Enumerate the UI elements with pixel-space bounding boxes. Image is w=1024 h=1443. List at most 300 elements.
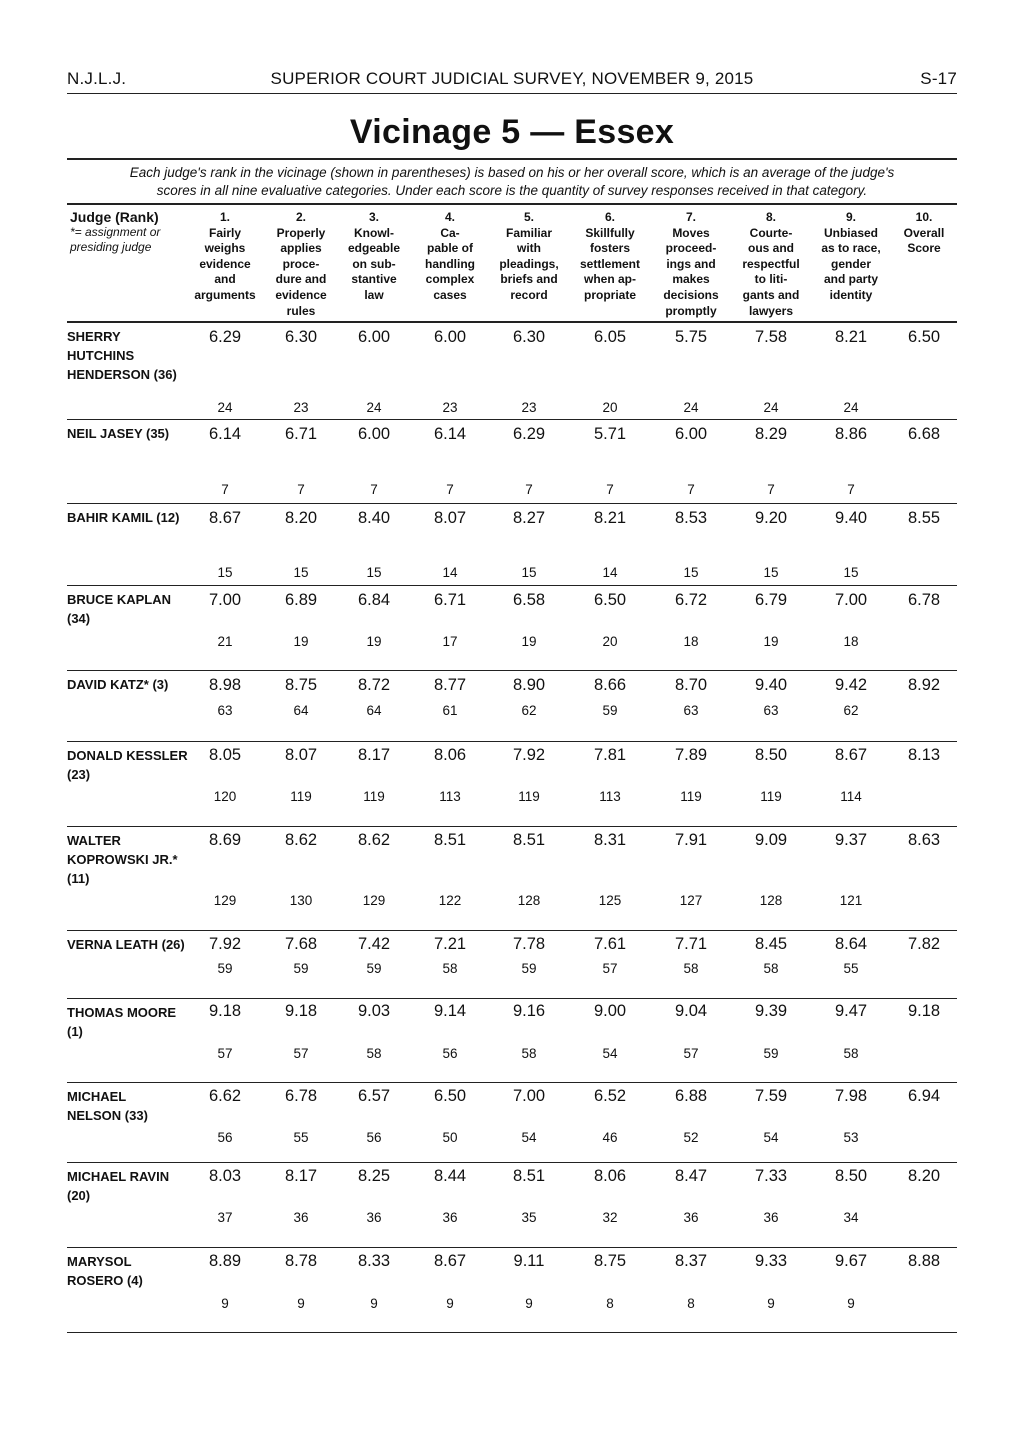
column-header-line: with — [517, 241, 541, 256]
column-header-line: propriate — [583, 287, 636, 302]
response-count: 57 — [293, 1046, 309, 1061]
column-header-10 — [896, 210, 952, 257]
judge-row — [67, 419, 957, 504]
response-count: 14 — [442, 565, 458, 580]
column-header-line: Knowl- — [354, 225, 394, 240]
column-header-line: gender — [830, 256, 871, 271]
category-score: 8.31 — [593, 831, 627, 849]
response-count: 24 — [763, 400, 779, 415]
response-count: 9 — [221, 1296, 229, 1311]
column-header-4 — [416, 210, 484, 304]
response-count: 57 — [217, 1046, 233, 1061]
category-score: 8.44 — [433, 1167, 467, 1185]
column-header-line: Courte- — [749, 225, 793, 240]
column-header-line: cases — [433, 287, 467, 302]
category-score: 8.50 — [754, 746, 788, 764]
response-count: 14 — [602, 565, 618, 580]
category-score: 8.05 — [208, 746, 242, 764]
column-header-line: identity — [829, 287, 873, 302]
intro-line-1: Each judge's rank in the vicinage (shown in parentheses) is based on his or her overall score, which is an average of the judge's — [129, 165, 895, 180]
column-header-line: applies — [280, 241, 322, 256]
response-count: 128 — [759, 893, 783, 908]
judge-name — [67, 746, 191, 784]
category-score: 8.70 — [674, 676, 708, 694]
response-count: 24 — [366, 400, 382, 415]
column-header-1 — [189, 210, 261, 304]
category-score: 9.18 — [208, 1002, 242, 1020]
response-count: 36 — [366, 1210, 382, 1225]
column-header-5 — [493, 210, 565, 304]
response-count: 15 — [683, 565, 699, 580]
judge-name — [67, 675, 191, 694]
judge-name — [67, 1003, 191, 1041]
category-score: 8.53 — [674, 509, 708, 527]
category-score: 8.37 — [674, 1252, 708, 1270]
response-count: 7 — [525, 482, 533, 497]
column-header-line: on sub- — [352, 256, 396, 271]
column-header-line: and party — [823, 272, 878, 287]
response-count: 20 — [602, 634, 618, 649]
response-count: 62 — [521, 703, 537, 718]
category-score: 7.81 — [593, 746, 627, 764]
response-count: 20 — [602, 400, 618, 415]
survey-title: SUPERIOR COURT JUDICIAL SURVEY, NOVEMBER 9, 2015 — [270, 69, 754, 88]
judge-name — [67, 508, 191, 527]
category-score: 8.75 — [593, 1252, 627, 1270]
judge-name-line: (20) — [67, 1188, 91, 1203]
intro-rule — [67, 203, 957, 205]
response-count: 15 — [366, 565, 382, 580]
response-count: 9 — [525, 1296, 533, 1311]
response-count: 7 — [446, 482, 454, 497]
category-score: 8.27 — [512, 509, 546, 527]
category-score: 7.98 — [834, 1087, 868, 1105]
judge-row — [67, 741, 957, 827]
response-count: 36 — [763, 1210, 779, 1225]
column-header-line: Fairly — [208, 225, 241, 240]
judge-name — [67, 590, 191, 628]
category-score: 9.40 — [834, 509, 868, 527]
column-header-line: dure and — [275, 272, 327, 287]
response-count: 119 — [680, 789, 702, 804]
category-score: 9.18 — [284, 1002, 318, 1020]
category-score: 6.57 — [357, 1087, 391, 1105]
column-header-8 — [734, 210, 808, 319]
column-header-line: evidence — [275, 287, 327, 302]
category-score: 8.51 — [512, 831, 546, 849]
column-header-line: Ca- — [440, 225, 460, 240]
response-count: 18 — [843, 634, 859, 649]
category-score: 8.07 — [433, 509, 467, 527]
judge-name-line: BAHIR KAMIL (12) — [67, 510, 180, 525]
category-score: 8.77 — [433, 676, 467, 694]
response-count: 23 — [293, 400, 309, 415]
response-count: 21 — [217, 634, 233, 649]
column-header-7 — [656, 210, 726, 319]
category-score: 6.29 — [512, 425, 546, 443]
response-count: 59 — [293, 961, 309, 976]
overall-score: 8.92 — [907, 676, 941, 694]
response-count: 15 — [843, 565, 859, 580]
column-header-line: ings and — [666, 256, 716, 271]
category-score: 8.25 — [357, 1167, 391, 1185]
response-count: 57 — [602, 961, 618, 976]
response-count: 50 — [442, 1130, 458, 1145]
category-score: 6.78 — [284, 1087, 318, 1105]
category-score: 5.71 — [593, 425, 627, 443]
judge-row — [67, 322, 957, 420]
category-score: 9.47 — [834, 1002, 868, 1020]
column-header-line: settlement — [579, 256, 641, 271]
category-score: 8.72 — [357, 676, 391, 694]
column-header-line: Skillfully — [585, 225, 635, 240]
judge-name-line: DONALD KESSLER — [67, 748, 188, 763]
category-score: 8.21 — [834, 328, 868, 346]
response-count: 64 — [293, 703, 309, 718]
category-score: 7.59 — [754, 1087, 788, 1105]
category-score: 8.45 — [754, 935, 788, 953]
column-header-line: Familiar — [505, 225, 553, 240]
column-header-6 — [573, 210, 647, 304]
column-header-line: edgeable — [347, 241, 401, 256]
judge-header-label: Judge (Rank) — [70, 209, 159, 225]
judge-row — [67, 585, 957, 671]
response-count: 7 — [767, 482, 775, 497]
category-score: 6.00 — [357, 328, 391, 346]
overall-score: 6.50 — [907, 328, 941, 346]
response-count: 7 — [606, 482, 614, 497]
category-score: 6.50 — [433, 1087, 467, 1105]
judge-header-note-1: *= assignment or — [70, 225, 161, 239]
page-number: S-17 — [920, 69, 957, 88]
category-score: 8.47 — [674, 1167, 708, 1185]
response-count: 15 — [293, 565, 309, 580]
response-count: 17 — [442, 634, 458, 649]
column-header-line: respectful — [742, 256, 800, 271]
column-header-line: Overall — [903, 225, 945, 240]
overall-score: 9.18 — [907, 1002, 941, 1020]
column-header-line: 10. — [915, 210, 933, 224]
category-score: 8.78 — [284, 1252, 318, 1270]
category-score: 9.11 — [513, 1252, 545, 1270]
response-count: 129 — [362, 893, 386, 908]
response-count: 119 — [518, 789, 540, 804]
category-score: 8.64 — [834, 935, 868, 953]
judge-column-header — [70, 209, 160, 255]
judge-name — [67, 1252, 191, 1290]
column-header-line: handling — [425, 256, 475, 271]
response-count: 23 — [521, 400, 537, 415]
judge-row — [67, 826, 957, 931]
response-count: 15 — [521, 565, 537, 580]
publication-name: N.J.L.J. — [67, 69, 127, 88]
response-count: 119 — [760, 789, 782, 804]
category-score: 8.67 — [834, 746, 868, 764]
category-score: 9.04 — [674, 1002, 708, 1020]
judge-name-line: (1) — [67, 1024, 83, 1039]
judge-name-line: WALTER — [67, 833, 121, 848]
judge-name-line: KOPROWSKI JR.* — [67, 852, 178, 867]
response-count: 7 — [221, 482, 229, 497]
response-count: 7 — [370, 482, 378, 497]
response-count: 8 — [687, 1296, 695, 1311]
column-header-line: Moves — [672, 225, 710, 240]
category-score: 8.17 — [357, 746, 391, 764]
response-count: 58 — [843, 1046, 859, 1061]
overall-score: 8.20 — [907, 1167, 941, 1185]
response-count: 55 — [293, 1130, 309, 1145]
column-header-line: Unbiased — [823, 225, 878, 240]
judge-name — [67, 935, 191, 954]
column-header-line: 1. — [219, 210, 230, 224]
category-score: 8.06 — [433, 746, 467, 764]
judge-name-line: SHERRY — [67, 329, 121, 344]
judge-name-line: HENDERSON (36) — [67, 367, 177, 382]
response-count: 36 — [442, 1210, 458, 1225]
response-count: 19 — [763, 634, 779, 649]
judge-header-note-2: presiding judge — [70, 240, 152, 254]
category-score: 8.21 — [593, 509, 627, 527]
overall-score: 6.94 — [907, 1087, 941, 1105]
judge-name — [67, 1087, 191, 1125]
category-score: 7.33 — [754, 1167, 788, 1185]
category-score: 8.51 — [512, 1167, 546, 1185]
response-count: 127 — [679, 893, 703, 908]
category-score: 9.37 — [834, 831, 868, 849]
response-count: 24 — [843, 400, 859, 415]
category-score: 7.00 — [208, 591, 242, 609]
response-count: 120 — [213, 789, 237, 804]
category-score: 6.72 — [674, 591, 708, 609]
column-header-line: fosters — [589, 241, 630, 256]
judge-name — [67, 424, 191, 443]
judge-name-line: DAVID KATZ* (3) — [67, 677, 169, 692]
response-count: 9 — [847, 1296, 855, 1311]
judge-row — [67, 1247, 957, 1333]
category-score: 6.88 — [674, 1087, 708, 1105]
column-header-9 — [813, 210, 889, 304]
response-count: 64 — [366, 703, 382, 718]
category-score: 8.40 — [357, 509, 391, 527]
response-count: 119 — [363, 789, 385, 804]
category-score: 9.40 — [754, 676, 788, 694]
column-header-line: pable of — [426, 241, 473, 256]
category-score: 8.90 — [512, 676, 546, 694]
category-score: 6.71 — [433, 591, 467, 609]
response-count: 63 — [683, 703, 699, 718]
judge-name-line: HUTCHINS — [67, 348, 135, 363]
response-count: 15 — [763, 565, 779, 580]
response-count: 62 — [843, 703, 859, 718]
judge-name-line: VERNA LEATH (26) — [67, 937, 185, 952]
column-header-line: proce- — [282, 256, 320, 271]
category-score: 6.00 — [357, 425, 391, 443]
response-count: 7 — [847, 482, 855, 497]
header-rule — [67, 321, 957, 323]
response-count: 58 — [683, 961, 699, 976]
judge-name-line: MARYSOL — [67, 1254, 132, 1269]
column-header-line: briefs and — [500, 272, 558, 287]
response-count: 59 — [763, 1046, 779, 1061]
response-count: 46 — [602, 1130, 618, 1145]
judge-row — [67, 503, 957, 586]
category-score: 6.00 — [433, 328, 467, 346]
category-score: 7.61 — [593, 935, 627, 953]
response-count: 19 — [366, 634, 382, 649]
response-count: 7 — [297, 482, 305, 497]
column-header-line: law — [364, 287, 384, 302]
response-count: 119 — [290, 789, 312, 804]
response-count: 24 — [683, 400, 699, 415]
response-count: 37 — [217, 1210, 233, 1225]
column-header-line: 2. — [295, 210, 306, 224]
category-score: 6.29 — [208, 328, 242, 346]
response-count: 58 — [366, 1046, 382, 1061]
response-count: 55 — [843, 961, 859, 976]
response-count: 61 — [442, 703, 458, 718]
overall-score: 8.63 — [907, 831, 941, 849]
column-header-line: Score — [907, 241, 941, 256]
response-count: 15 — [217, 565, 233, 580]
category-score: 6.89 — [284, 591, 318, 609]
category-score: 8.50 — [834, 1167, 868, 1185]
category-score: 6.14 — [208, 425, 242, 443]
category-score: 6.52 — [593, 1087, 627, 1105]
category-score: 6.30 — [284, 328, 318, 346]
category-score: 7.42 — [357, 935, 391, 953]
column-header-line: ous and — [747, 241, 794, 256]
response-count: 59 — [602, 703, 618, 718]
judge-row — [67, 998, 957, 1083]
response-count: 19 — [293, 634, 309, 649]
overall-score: 7.82 — [907, 935, 941, 953]
column-header-line: complex — [425, 272, 475, 287]
judge-name-line: NEIL JASEY (35) — [67, 426, 170, 441]
category-score: 6.30 — [512, 328, 546, 346]
column-header-line: 7. — [685, 210, 696, 224]
response-count: 7 — [687, 482, 695, 497]
response-count: 9 — [767, 1296, 775, 1311]
column-header-line: lawyers — [748, 303, 794, 318]
judge-name-line: ROSERO (4) — [67, 1273, 143, 1288]
category-score: 8.33 — [357, 1252, 391, 1270]
response-count: 59 — [217, 961, 233, 976]
response-count: 63 — [217, 703, 233, 718]
overall-score: 6.78 — [907, 591, 941, 609]
category-score: 7.92 — [512, 746, 546, 764]
category-score: 7.92 — [208, 935, 242, 953]
response-count: 121 — [839, 893, 863, 908]
response-count: 54 — [763, 1130, 779, 1145]
category-score: 7.21 — [433, 935, 467, 953]
category-score: 9.67 — [834, 1252, 868, 1270]
response-count: 128 — [517, 893, 541, 908]
response-count: 53 — [843, 1130, 859, 1145]
category-score: 7.00 — [512, 1087, 546, 1105]
judge-name — [67, 327, 191, 384]
column-header-line: to liti- — [754, 272, 788, 287]
category-score: 8.67 — [433, 1252, 467, 1270]
intro-line-2: scores in all nine evaluative categories. Under each score is the quantity of survey responses received in that category. — [156, 183, 868, 198]
column-header-line: 8. — [765, 210, 776, 224]
column-header-line: evidence — [199, 256, 251, 271]
category-score: 9.16 — [512, 1002, 546, 1020]
category-score: 9.39 — [754, 1002, 788, 1020]
column-header-line: 6. — [604, 210, 615, 224]
category-score: 9.42 — [834, 676, 868, 694]
response-count: 57 — [683, 1046, 699, 1061]
response-count: 54 — [521, 1130, 537, 1145]
category-score: 6.58 — [512, 591, 546, 609]
category-score: 8.07 — [284, 746, 318, 764]
judge-row — [67, 1082, 957, 1163]
column-header-line: gants and — [742, 287, 800, 302]
overall-score: 6.68 — [907, 425, 941, 443]
column-header-2 — [266, 210, 336, 319]
column-header-3 — [339, 210, 409, 304]
column-header-line: arguments — [194, 287, 256, 302]
column-header-line: stantive — [351, 272, 397, 287]
column-header-line: rules — [286, 303, 316, 318]
category-score: 6.62 — [208, 1087, 242, 1105]
intro-text — [67, 164, 957, 200]
category-score: 8.69 — [208, 831, 242, 849]
judge-name — [67, 1167, 191, 1205]
response-count: 122 — [438, 893, 462, 908]
response-count: 9 — [370, 1296, 378, 1311]
category-score: 7.89 — [674, 746, 708, 764]
column-header-line: weighs — [204, 241, 246, 256]
category-score: 6.84 — [357, 591, 391, 609]
response-count: 24 — [217, 400, 233, 415]
response-count: 23 — [442, 400, 458, 415]
column-header-line: proceed- — [665, 241, 717, 256]
judge-name — [67, 831, 191, 888]
title-rule — [67, 158, 957, 160]
column-header-line: 9. — [845, 210, 856, 224]
overall-score: 8.13 — [907, 746, 941, 764]
response-count: 63 — [763, 703, 779, 718]
judge-name-line: (23) — [67, 767, 91, 782]
judge-row — [67, 1162, 957, 1248]
category-score: 7.68 — [284, 935, 318, 953]
judge-name-line: MICHAEL — [67, 1089, 127, 1104]
response-count: 129 — [213, 893, 237, 908]
response-count: 19 — [521, 634, 537, 649]
response-count: 32 — [602, 1210, 618, 1225]
category-score: 7.71 — [674, 935, 708, 953]
category-score: 8.89 — [208, 1252, 242, 1270]
category-score: 6.00 — [674, 425, 708, 443]
category-score: 8.17 — [284, 1167, 318, 1185]
category-score: 6.50 — [593, 591, 627, 609]
response-count: 113 — [599, 789, 621, 804]
judge-row — [67, 930, 957, 999]
category-score: 8.06 — [593, 1167, 627, 1185]
response-count: 114 — [840, 789, 862, 804]
response-count: 56 — [366, 1130, 382, 1145]
category-score: 9.00 — [593, 1002, 627, 1020]
response-count: 130 — [289, 893, 313, 908]
column-header-line: record — [510, 287, 548, 302]
column-header-line: 5. — [523, 210, 534, 224]
column-header-line: pleadings, — [499, 256, 559, 271]
judge-name-line: (11) — [67, 871, 90, 886]
category-score: 8.67 — [208, 509, 242, 527]
category-score: 9.14 — [433, 1002, 467, 1020]
page-header — [67, 69, 957, 94]
response-count: 9 — [297, 1296, 305, 1311]
